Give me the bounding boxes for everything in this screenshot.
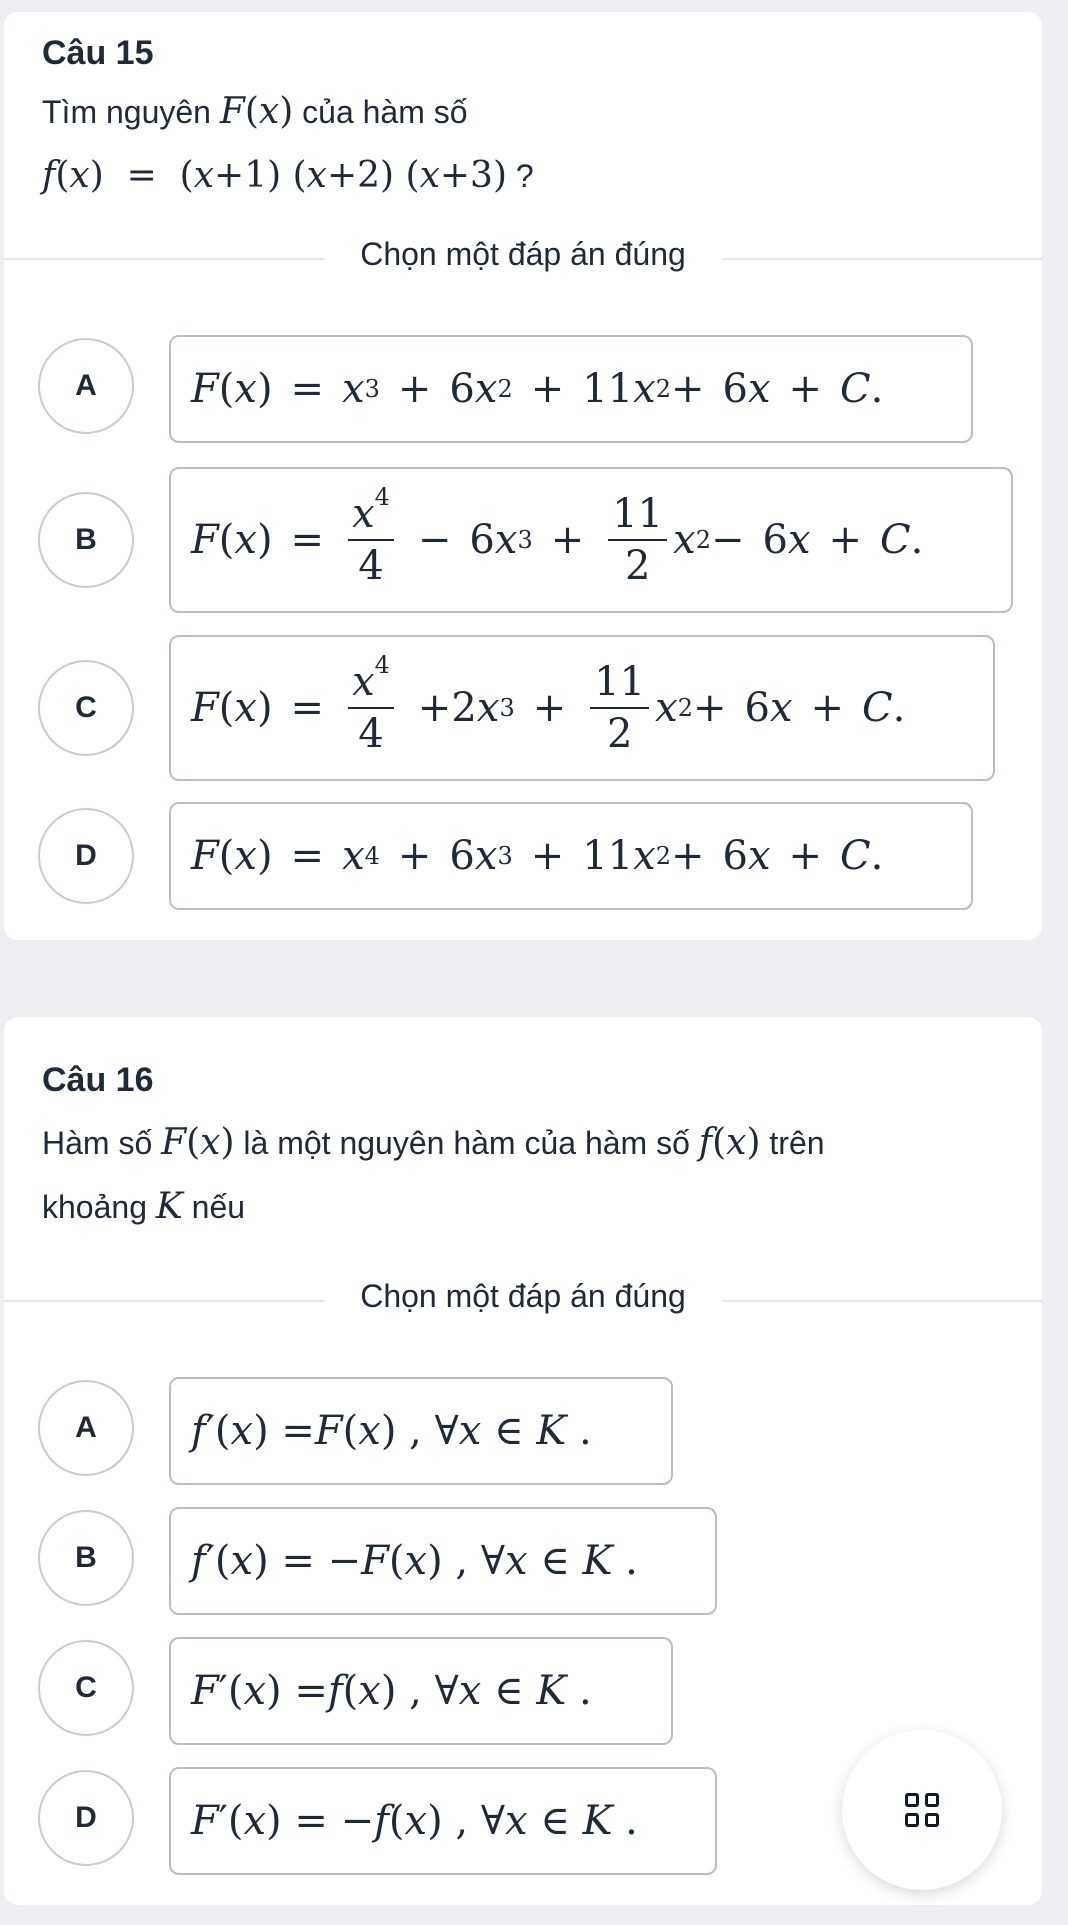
option-a-answer[interactable]: f ′( x ) = F ( x ) , ∀ x ∈ K . (169, 1377, 673, 1485)
option-b-answer[interactable]: F ( x ) = $\frac{x^4}{4}$ − 6 x 3 + $\frac{11}{2}$ x 2 − 6 x + C . (169, 467, 1013, 613)
option-a-selector[interactable]: A (38, 1380, 134, 1476)
instruction-label: Chọn một đáp án đúng (324, 236, 722, 273)
option-d-selector[interactable]: D (38, 1770, 134, 1866)
question-mark: ? (515, 158, 534, 194)
question-text-line2 (42, 1175, 1012, 1239)
question-text: Hàm số F(x) là một nguyên hàm của hàm số f(x) trên (42, 1122, 825, 1163)
option-c-answer[interactable]: F ( x ) = $\frac{x^4}{4}$ +2 x 3 + $\frac{11}{2}$ x 2 + 6 x + C . (169, 635, 995, 781)
question-text-part: khoảng (42, 1189, 147, 1225)
question-title: Câu 16 (42, 1061, 154, 1099)
question-text-part: Hàm số (42, 1125, 153, 1161)
instruction-divider (4, 236, 1042, 272)
option-b-selector[interactable]: B (38, 492, 134, 588)
question-title: Câu 15 (42, 34, 154, 72)
option-d-answer[interactable]: F ( x ) = x 4 + 6 x 3 + 11 x 2 + 6 x + C . (169, 802, 973, 910)
option-a-selector[interactable]: A (38, 338, 134, 434)
question-text-part: Tìm nguyên (42, 94, 211, 130)
option-c-selector[interactable]: C (38, 660, 134, 756)
option-c-answer[interactable]: F ′( x ) = f ( x ) , ∀ x ∈ K . (169, 1637, 673, 1745)
question-text-part: trên (769, 1125, 825, 1161)
question-text-part: nếu (191, 1189, 246, 1225)
instruction-divider (4, 1278, 1042, 1314)
option-d-answer[interactable]: F ′( x ) = − f ( x ) , ∀ x ∈ K . (169, 1767, 717, 1875)
option-d-selector[interactable]: D (38, 808, 134, 904)
option-b-selector[interactable]: B (38, 1510, 134, 1606)
grid-icon (905, 1793, 939, 1827)
question-text: Tìm nguyên F(x) của hàm số (42, 91, 468, 132)
option-a-answer[interactable]: F ( x ) = x 3 + 6 x 2 + 11 x 2 + 6 x + C . (169, 335, 973, 443)
option-b-answer[interactable]: f ′( x ) = − F ( x ) , ∀ x ∈ K . (169, 1507, 717, 1615)
question-text-part: là một nguyên hàm của hàm số (243, 1125, 690, 1161)
question-card-15 (4, 12, 1042, 940)
instruction-label: Chọn một đáp án đúng (324, 1278, 722, 1315)
question-text-part: của hàm số (302, 94, 468, 130)
math-K: K (155, 1186, 183, 1227)
option-c-selector[interactable]: C (38, 1640, 134, 1736)
math-F-x: F (219, 91, 245, 132)
question-function: f(x) = (x+1) (x+2) (x+3) ? (42, 155, 534, 196)
question-grid-button[interactable] (842, 1730, 1002, 1890)
